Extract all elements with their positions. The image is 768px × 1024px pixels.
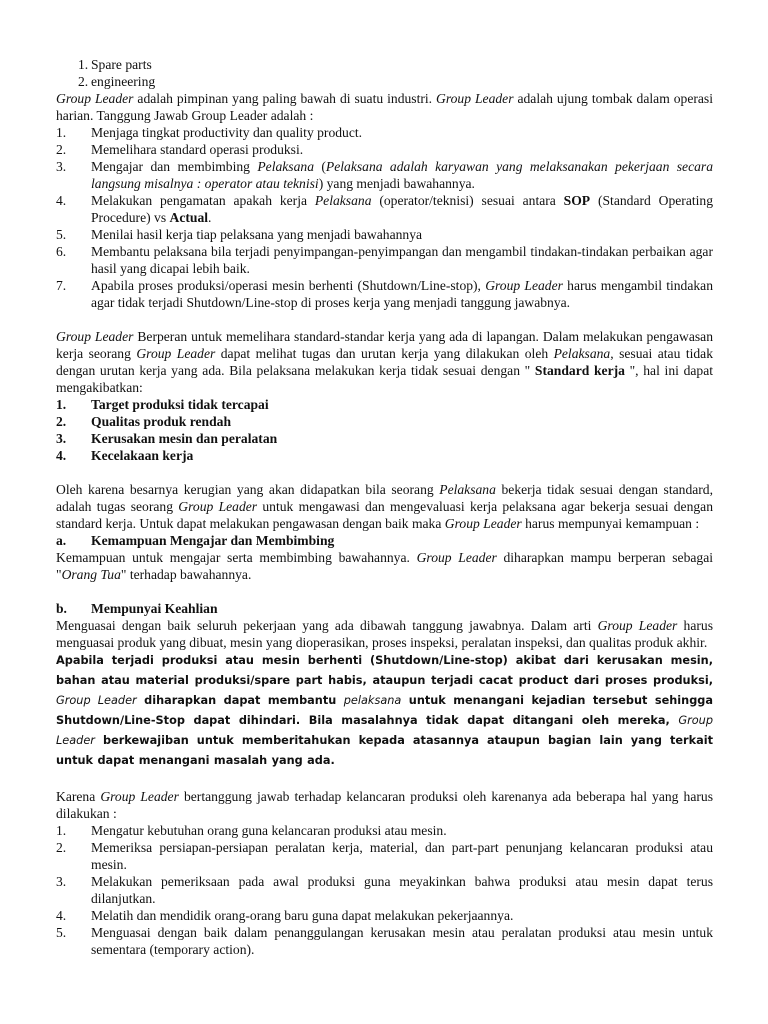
list-item: 6. Membantu pelaksana bila terjadi penyimpangan-penyimpangan dan mengambil tindakan-tindakan perbaikan agar hasil yang dicapai lebih baik.: [56, 244, 713, 276]
list-item: 2. Qualitas produk rendah: [56, 414, 232, 429]
list-text: Spare parts: [91, 57, 152, 72]
effects-list: [56, 396, 713, 464]
section-b-text: Menguasai dengan baik seluruh pekerjaan yang ada dibawah tanggung jawabnya. Dalam arti Group Leader harus menguasai produk yang dibuat, mesin yang dioperasikan, proses inspeksi, peralatan inspeksi, dan qualitas produk akhir.: [56, 618, 713, 650]
list-item: 2. Memelihara standard operasi produksi.: [56, 142, 304, 157]
list-item: 4. Melatih dan mendidik orang-orang baru guna dapat melakukan pekerjaannya.: [56, 908, 514, 923]
role-paragraph: Group Leader Berperan untuk memelihara standard-standar kerja yang ada di lapangan. Dalam melakukan pengawasan kerja seorang Group Leader dapat melihat tugas dan urutan kerja yang dilakukan oleh Pelaksana, sesuai atau tidak dengan urutan kerja yang ada. Bila pelaksana melakukan kerja tidak sesuai dengan " Standard kerja ", hal ini dapat mengakibatkan:: [56, 329, 714, 395]
list-item: 1. Mengatur kebutuhan orang guna kelancaran produksi atau mesin.: [56, 823, 447, 838]
list-item: 1. Target produksi tidak tercapai: [56, 397, 269, 412]
intro-paragraph: Group Leader adalah pimpinan yang paling bawah di suatu industri. Group Leader adalah ujung tombak dalam operasi harian. Tanggung Jawab Group Leader adalah :: [56, 91, 713, 123]
list-item: 5. Menilai hasil kerja tiap pelaksana yang menjadi bawahannya: [56, 227, 423, 242]
list-item: 4. Melakukan pengamatan apakah kerja Pelaksana (operator/teknisi) sesuai antara SOP (Standard Operating Procedure) vs Actual.: [56, 193, 713, 225]
list-item: 3. Melakukan pemeriksaan pada awal produksi guna meyakinkan bahwa produksi atau mesin dapat terus dilanjutkan.: [56, 874, 713, 906]
document-page: [56, 56, 713, 958]
list-item: 3. Kerusakan mesin dan peralatan: [56, 431, 278, 446]
shutdown-paragraph: Apabila terjadi produksi atau mesin berhenti (Shutdown/Line-stop) akibat dari kerusakan mesin, bahan atau material produksi/spare part habis, ataupun terjadi cacat product dari proses produksi, Group Leader diharapkan dapat membantu pelaksana untuk menangani kejadian tersebut sehingga Shutdown/Line-Stop dapat dihindari. Bila masalahnya tidak dapat ditangani oleh mereka, Group Leader berkewajiban untuk memberitahukan kepada atasannya ataupun bagian lain yang terkait untuk dapat menangani masalah yang ada.: [56, 654, 713, 767]
list-item: [56, 73, 713, 90]
list-item: 2. Memeriksa persiapan-persiapan peralatan kerja, material, dan part-part penunjang kelancaran produksi atau mesin.: [56, 840, 713, 872]
list-item: 3. Mengajar dan membimbing Pelaksana (Pelaksana adalah karyawan yang melaksanakan pekerjaan secara langsung misalnya : operator atau teknisi) yang menjadi bawahannya.: [56, 159, 713, 191]
list-item: 4. Kecelakaan kerja: [56, 448, 194, 463]
supervision-paragraph: Oleh karena besarnya kerugian yang akan didapatkan bila seorang Pelaksana bekerja tidak sesuai dengan standard, adalah tugas seorang Group Leader untuk mengawasi dan mengevaluasi kerja pelaksana agar bekerja sesuai dengan standard kerja. Untuk dapat melakukan pengawasan dengan baik maka Group Leader harus mempunyai kemampuan :: [56, 482, 714, 531]
list-item: 5. Menguasai dengan baik dalam penanggulangan kerusakan mesin atau peralatan produksi atau mesin untuk sementara (temporary action).: [56, 925, 713, 957]
section-heading-a: a. Kemampuan Mengajar dan Membimbing: [56, 533, 335, 548]
list-number: 1.: [78, 57, 89, 72]
section-heading-b: b. Mempunyai Keahlian: [56, 601, 218, 616]
responsibility-list: [56, 124, 713, 311]
list-item: [56, 56, 713, 73]
list-text: engineering: [91, 74, 156, 89]
tasks-list: [56, 822, 713, 958]
section-a-text: Kemampuan untuk mengajar serta membimbing bawahannya. Group Leader diharapkan mampu berperan sebagai "Orang Tua" terhadap bawahannya.: [56, 550, 714, 582]
tasks-intro-paragraph: Karena Group Leader bertanggung jawab terhadap kelancaran produksi oleh karenanya ada beberapa hal yang harus dilakukan :: [56, 789, 713, 821]
list-item: 7. Apabila proses produksi/operasi mesin berhenti (Shutdown/Line-stop), Group Leader harus mengambil tindakan agar tidak terjadi Shutdown/Line-stop di proses kerja yang menjadi tanggung jawabnya.: [56, 278, 713, 310]
top-list: [56, 56, 713, 90]
list-number: 2.: [78, 74, 89, 89]
list-item: 1. Menjaga tingkat productivity dan quality product.: [56, 125, 363, 140]
